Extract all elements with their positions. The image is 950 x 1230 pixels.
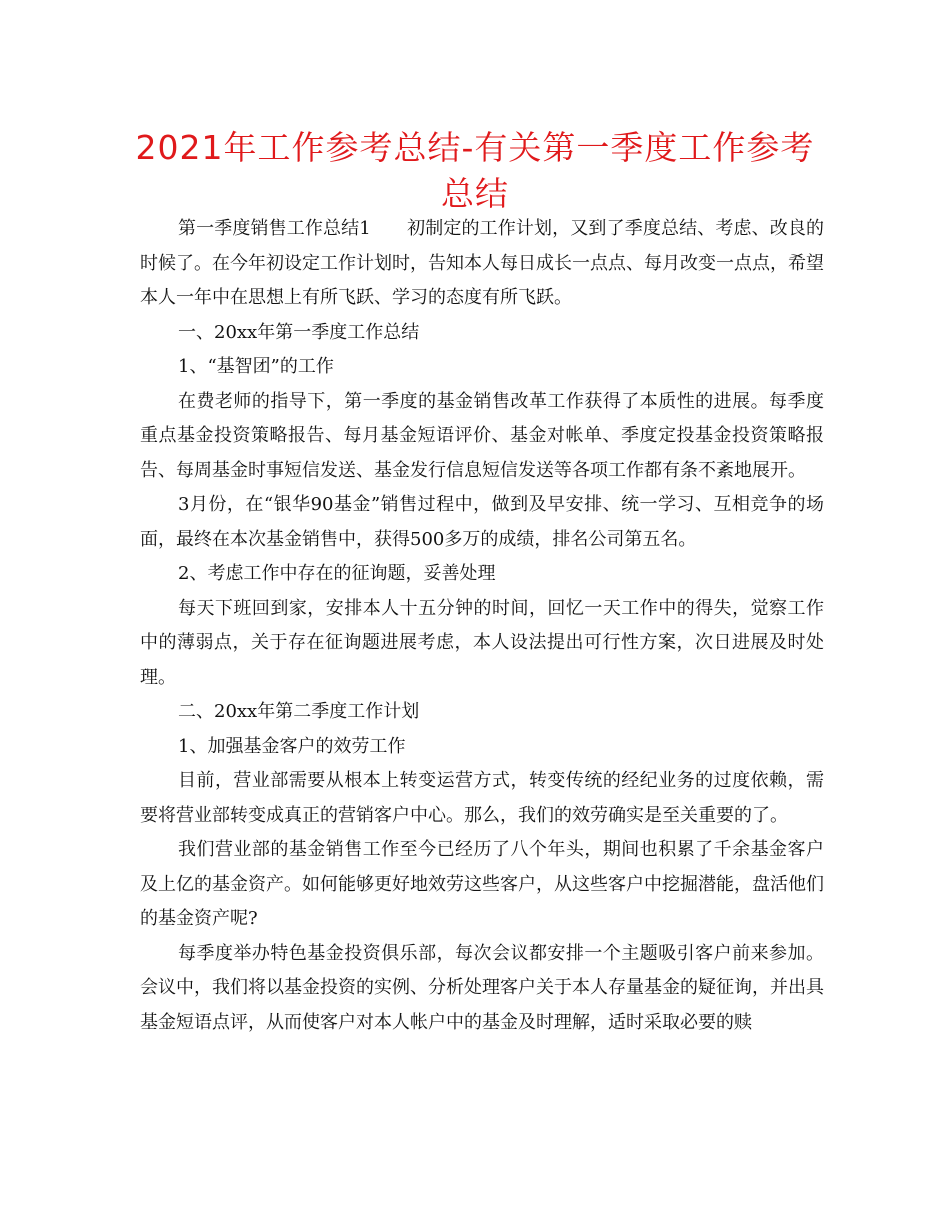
paragraph-daily-review: 每天下班回到家，安排本人十五分钟的时间，回忆一天工作中的得失，觉察工作中的薄弱点，关于存在征询题进展考虑，本人设法提出可行性方案，次日进展及时处理。 xyxy=(140,597,824,688)
paragraph-fund-reform: 在费老师的指导下，第一季度的基金销售改革工作获得了本质性的进展。每季度重点基金投资策略报告、每月基金短语评价、基金对帐单、季度定投基金投资策略报告、每周基金时事短信发送、基金发行信息短信发送等各项工作都有条不紊地展开。 xyxy=(140,390,824,481)
paragraph-transformation: 目前，营业部需要从根本上转变运营方式，转变传统的经纪业务的过度依赖，需要将营业部转变成真正的营销客户中心。那么，我们的效劳确实是至关重要的了。 xyxy=(140,770,824,826)
paragraph-client-base: 我们营业部的基金销售工作至今已经历了八个年头，期间也积累了千余基金客户及上亿的基金资产。如何能够更好地效劳这些客户，从这些客户中挖掘潜能，盘活他们的基金资产呢? xyxy=(140,839,824,929)
paragraph-march-sales: 3月份，在“银华90基金”销售过程中，做到及早安排、统一学习、互相竞争的场面，最终在本次基金销售中，获得500多万的成绩，排名公司第五名。 xyxy=(140,494,824,550)
document-title: 2021年工作参考总结-有关第一季度工作参考总结 xyxy=(135,128,815,213)
subheading-jizhituan: 1、“基智团”的工作 xyxy=(178,356,334,377)
section-heading-q2-plan: 二、20xx年第二季度工作计划 xyxy=(178,701,420,722)
subheading-client-service: 1、加强基金客户的效劳工作 xyxy=(178,735,406,757)
subheading-problem-handling: 2、考虑工作中存在的征询题，妥善处理 xyxy=(178,563,496,584)
paragraph-investment-club: 每季度举办特色基金投资俱乐部，每次会议都安排一个主题吸引客户前来参加。会议中，我们将以基金投资的实例、分析处理客户关于本人存量基金的疑征询，并出具基金短语点评，从而使客户对本人帐户中的基金及时理解，适时采取必要的赎 xyxy=(140,942,824,1033)
document-body xyxy=(140,212,824,1040)
paragraph-intro: 第一季度销售工作总结1 初制定的工作计划，又到了季度总结、考虑、改良的时候了。在今年初设定工作计划时，告知本人每日成长一点点、每月改变一点点，希望本人一年中在思想上有所飞跃、学习的态度有所飞跃。 xyxy=(140,218,824,308)
section-heading-q1-summary: 一、20xx年第一季度工作总结 xyxy=(178,321,420,343)
